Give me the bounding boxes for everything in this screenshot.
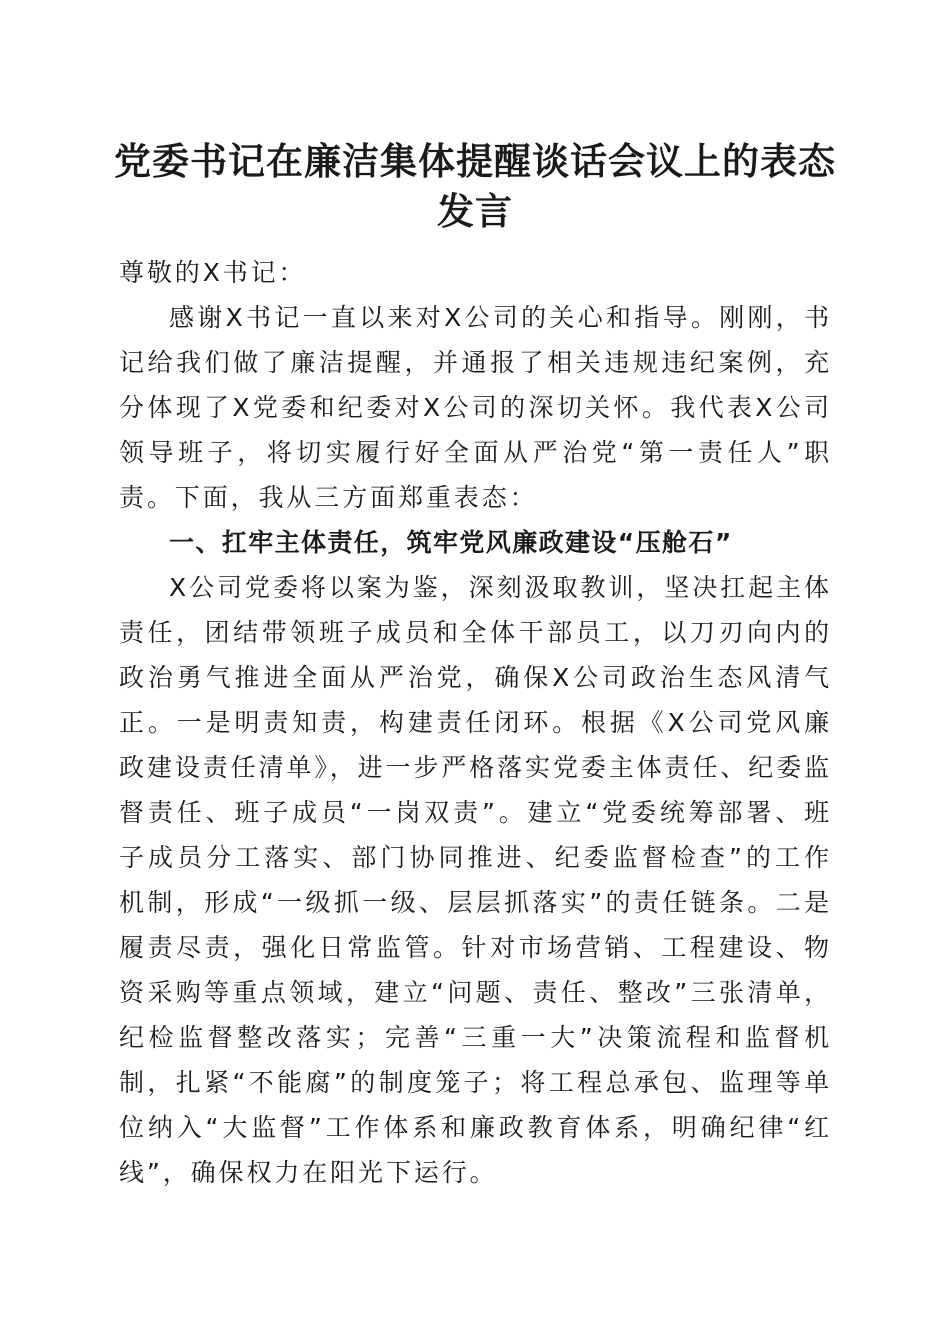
section-1-paragraph: X公司党委将以案为鉴，深刻汲取教训，坚决扛起主体责任，团结带领班子成员和全体干部员工，以刀刃向内的政治勇气推进全面从严治党，确保X公司政治生态风清气正。一是明责知责，构建责任闭环。根据《X公司党风廉政建设责任清单》，进一步严格落实党委主体责任、纪委监督责任、班子成员“一岗双责”。建立“党委统筹部署、班子成员分工落实、部门协同推进、纪委监督检查”的工作机制，形成“一级抓一级、层层抓落实”的责任链条。二是履责尽责，强化日常监管。针对市场营销、工程建设、物资采购等重点领域，建立“问题、责任、整改”三张清单，纪检监督整改落实；完善“三重一大”决策流程和监督机制，扎紧“不能腐”的制度笼子；将工程总承包、监理等单位纳入“大监督”工作体系和廉政教育体系，明确纪律“红线”，确保权力在阳光下运行。 [119,573,832,1187]
salutation: 尊敬的X书记： [119,258,307,287]
document-title: 党委书记在廉洁集体提醒谈话会议上的表态发言 [114,139,836,233]
document-body [119,250,832,1195]
opening-paragraph: 感谢X书记一直以来对X公司的关心和指导。刚刚，书记给我们做了廉洁提醒，并通报了相关违规违纪案例，充分体现了X党委和纪委对X公司的深切关怀。我代表X公司领导班子，将切实履行好全面从严治党“第一责任人”职责。下面，我从三方面郑重表态： [119,303,832,512]
section-1-heading: 一、扛牢主体责任，筑牢党风廉政建设“压舱石” [169,528,733,557]
